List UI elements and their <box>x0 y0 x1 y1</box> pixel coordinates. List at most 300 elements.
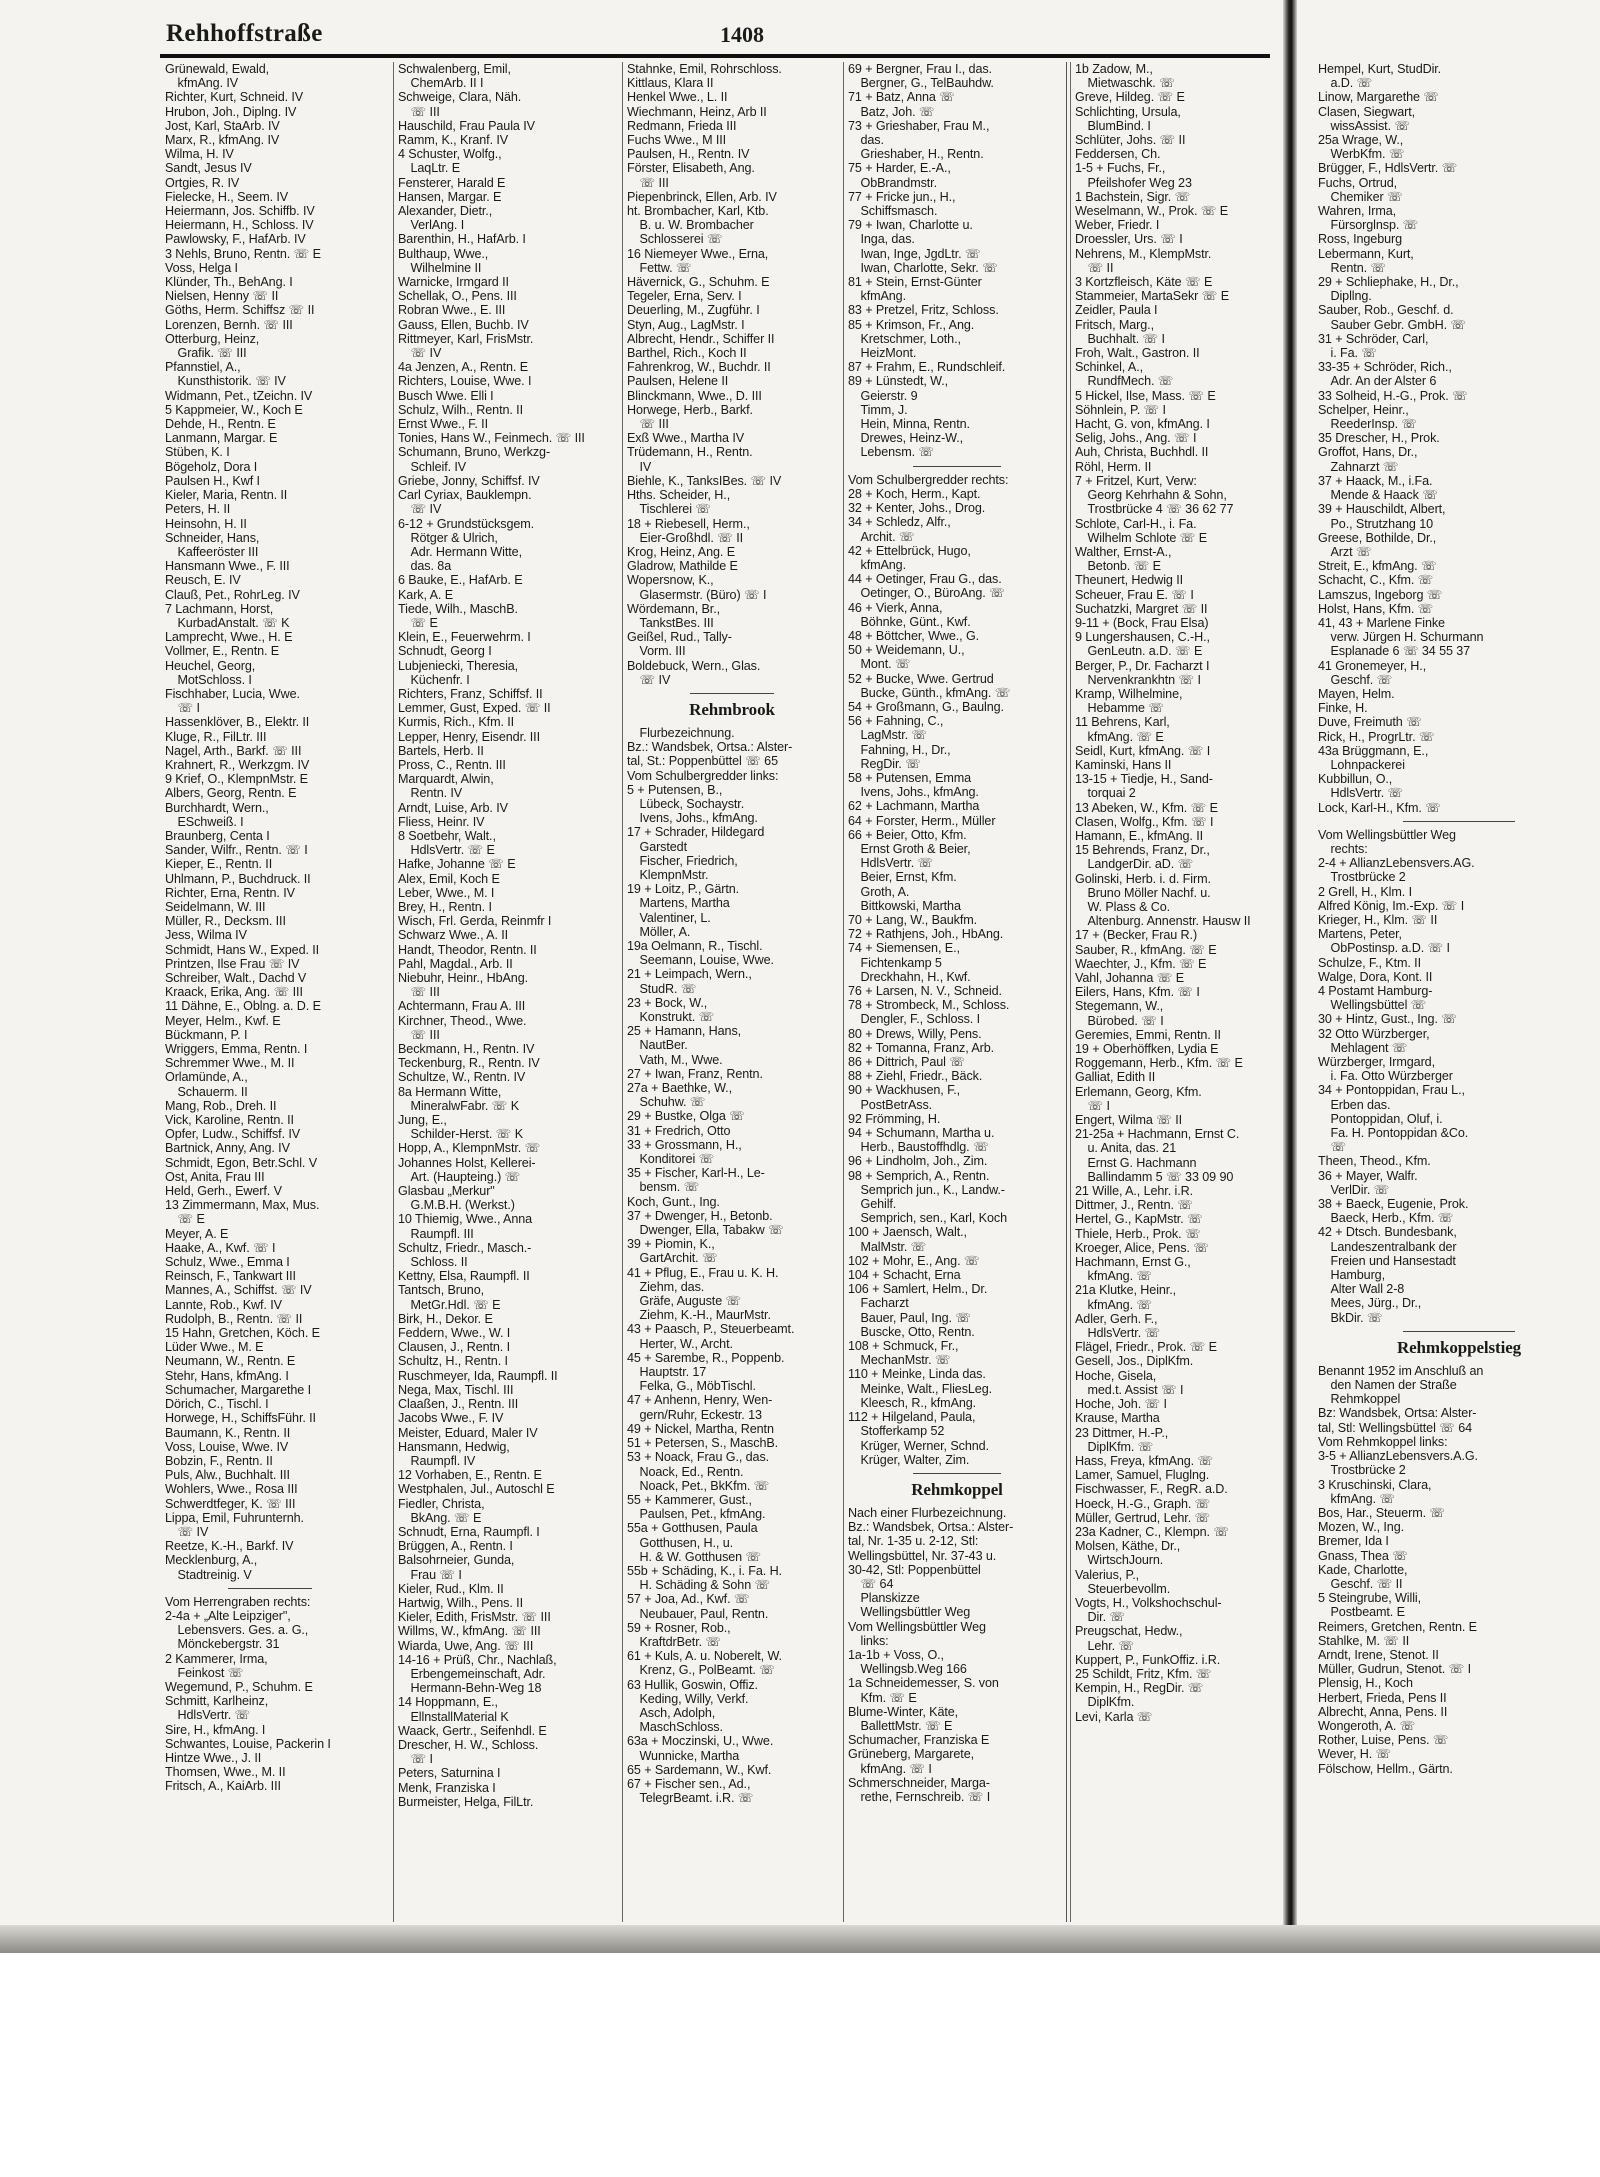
directory-entry: 83 + Pretzel, Fritz, Schloss. <box>848 303 999 318</box>
directory-entry: Krüger, Walter, Zim. <box>848 1452 970 1467</box>
directory-entry: Dir. ☏ <box>1075 1610 1126 1625</box>
directory-entry: Droessler, Urs. ☏ I <box>1075 232 1183 247</box>
directory-entry: Müller, Gertrud, Lehr. ☏ <box>1075 1510 1211 1525</box>
directory-entry: Garstedt <box>627 839 687 854</box>
directory-entry: Seemann, Louise, Wwe. <box>627 953 774 968</box>
directory-entry: Beckmann, H., Rentn. IV <box>398 1042 535 1057</box>
directory-entry: WirtschJourn. <box>1075 1553 1164 1568</box>
directory-entry: Weber, Friedr. I <box>1075 218 1160 233</box>
directory-entry: 23 + Bock, W., <box>627 995 708 1010</box>
directory-entry: 43a Brüggmann, E., <box>1318 743 1429 758</box>
directory-entry: 42 + Dtsch. Bundesbank, <box>1318 1225 1457 1240</box>
directory-entry: 2 Grell, H., Klm. I <box>1318 884 1412 899</box>
directory-entry: Lamprecht, Wwe., H. E <box>165 630 293 645</box>
directory-entry: Wahren, Irma, <box>1318 204 1397 219</box>
directory-entry: 17 + (Becker, Frau R.) <box>1075 928 1198 943</box>
directory-entry: HdlsVertr. ☏ E <box>398 843 495 858</box>
directory-entry: tal, Stl: Wellingsbüttel ☏ 64 <box>1318 1420 1473 1435</box>
directory-entry: Krause, Martha <box>1075 1411 1160 1426</box>
directory-entry: 15 Behrends, Franz, Dr., <box>1075 843 1210 858</box>
directory-entry: Kluge, R., FilLtr. III <box>165 729 267 744</box>
directory-entry: Buchhalt. ☏ I <box>1075 331 1165 346</box>
directory-entry: 77 + Fricke jun., H., <box>848 189 956 204</box>
directory-entry: 21 + Leimpach, Wern., <box>627 967 752 982</box>
directory-entry: Waack, Gertr., Seifenhdl. E <box>398 1723 547 1738</box>
directory-entry: 57 + Joa, Ad., Kwf. ☏ <box>627 1592 750 1607</box>
directory-entry: Dörich, C., Tischl. I <box>165 1397 269 1412</box>
directory-entry: Feddersen, Ch. <box>1075 147 1161 162</box>
directory-entry: 85 + Krimson, Fr., Ang. <box>848 317 975 332</box>
directory-entry: ☏ III <box>398 985 440 1000</box>
directory-entry: Rötger & Ulrich, <box>398 530 498 545</box>
directory-entry: Schultze, W., Rentn. IV <box>398 1070 526 1085</box>
directory-entry: 3-5 + AllianzLebensvers.A.G. <box>1318 1449 1478 1464</box>
directory-entry: Ernst Wwe., F. II <box>398 417 488 432</box>
directory-entry: Krieger, H., Klm. ☏ II <box>1318 912 1438 927</box>
directory-entry: Konditorei ☏ <box>627 1152 715 1167</box>
directory-entry: Kieler, Edith, FrisMstr. ☏ III <box>398 1610 551 1625</box>
running-head-street: Rehhoffstraße <box>166 20 323 47</box>
directory-entry: Held, Gerh., Ewerf. V <box>165 1184 282 1199</box>
directory-entry: 7 Lachmann, Horst, <box>165 601 274 616</box>
directory-entry: Lorenzen, Bernh. ☏ III <box>165 317 293 332</box>
directory-entry: ☏ I <box>398 1752 433 1767</box>
page-bottom-edge <box>0 1925 1600 1953</box>
directory-entry: Gnass, Thea ☏ <box>1318 1548 1408 1563</box>
directory-entry: Bulthaup, Wwe., <box>398 246 489 261</box>
directory-entry: MineralwFabr. ☏ K <box>398 1098 520 1113</box>
directory-entry: Clauß, Pet., RohrLeg. IV <box>165 587 300 602</box>
directory-entry: Vom Schulbergredder links: <box>627 768 779 783</box>
directory-entry: ChemArb. II I <box>398 76 484 91</box>
directory-entry: 106 + Samlert, Helm., Dr. <box>848 1282 988 1297</box>
directory-entry: Kieler, Rud., Klm. II <box>398 1581 504 1596</box>
directory-entry: Raumpfl. IV <box>398 1453 476 1468</box>
directory-entry: Theen, Theod., Kfm. <box>1318 1154 1431 1169</box>
directory-entry: Stammeier, MartaSekr ☏ E <box>1075 289 1230 304</box>
directory-entry: Zeidler, Paula I <box>1075 303 1158 318</box>
directory-entry: Fliess, Heinr. IV <box>398 814 485 829</box>
directory-entry: Lubjeniecki, Theresia, <box>398 658 519 673</box>
directory-entry: ☏ III <box>627 175 669 190</box>
directory-entry: Göths, Herm. Schiffsz ☏ II <box>165 303 315 318</box>
directory-entry: Holst, Hans, Kfm. ☏ <box>1318 601 1434 616</box>
directory-entry: Stahlke, M. ☏ II <box>1318 1633 1410 1648</box>
directory-entry: Birk, H., Dekor. E <box>398 1311 493 1326</box>
directory-entry: Greve, Hildeg. ☏ E <box>1075 90 1185 105</box>
directory-entry: Vorm. III <box>627 644 686 659</box>
directory-entry: Haake, A., Kwf. ☏ I <box>165 1240 276 1255</box>
directory-entry: Reinsch, F., Tankwart III <box>165 1269 296 1284</box>
directory-entry: MotSchloss. I <box>165 672 252 687</box>
directory-column-6-cropped <box>1318 62 1600 1922</box>
directory-entry: Schultz, Friedr., Masch.- <box>398 1240 532 1255</box>
directory-entry: ☏ IV <box>627 672 671 687</box>
directory-entry: Clasen, Wolfg., Kfm. ☏ I <box>1075 814 1214 829</box>
directory-entry: Hauschild, Frau Paula IV <box>398 118 535 133</box>
directory-entry: Paulsen, Pet., kfmAng. <box>627 1507 766 1522</box>
column-rule <box>622 62 623 1922</box>
directory-entry: 37 + Dwenger, H., Betonb. <box>627 1208 773 1223</box>
directory-entry: Schmidt, Egon, Betr.Schl. V <box>165 1155 317 1170</box>
directory-entry: Bartels, Herb. II <box>398 743 484 758</box>
directory-entry: Vollmer, E., Rentn. E <box>165 644 280 659</box>
directory-entry: Geißel, Rud., Tally- <box>627 630 732 645</box>
directory-entry: KurbadAnstalt. ☏ K <box>165 615 290 630</box>
directory-entry: GartArchit. ☏ <box>627 1251 718 1266</box>
directory-entry: Kleesch, R., kfmAng. <box>848 1395 977 1410</box>
directory-entry: 71 + Batz, Anna ☏ <box>848 90 955 105</box>
directory-entry: 21 Wille, A., Lehr. i.R. <box>1075 1184 1193 1199</box>
directory-entry: Schulz, Wwe., Emma I <box>165 1255 290 1270</box>
directory-entry: Arndt, Luise, Arb. IV <box>398 800 508 815</box>
directory-entry: Grieshaber, H., Rentn. <box>848 147 984 162</box>
directory-entry: 76 + Larsen, N. V., Schneid. <box>848 984 1002 998</box>
directory-entry: Mönckebergstr. 31 <box>165 1637 280 1652</box>
directory-entry: Kroeger, Alice, Pens. ☏ <box>1075 1240 1209 1255</box>
directory-entry: Mang, Rob., Dreh. II <box>165 1098 277 1113</box>
directory-entry: Lemmer, Gust, Exped. ☏ II <box>398 701 551 716</box>
directory-entry: Styn, Aug., LagMstr. I <box>627 317 745 332</box>
directory-entry: Geierstr. 9 <box>848 388 918 403</box>
directory-entry: Brüggen, A., Rentn. I <box>398 1539 513 1554</box>
directory-entry: 55 + Kammerer, Gust., <box>627 1492 752 1507</box>
directory-entry: Sire, H., kfmAng. I <box>165 1722 266 1737</box>
directory-entry: 112 + Hilgeland, Paula, <box>848 1410 976 1425</box>
directory-entry: 19 + Oberhöffken, Lydia E <box>1075 1042 1219 1057</box>
directory-entry: Hansmann Wwe., F. III <box>165 559 290 574</box>
directory-entry: Sauber Gebr. GmbH. ☏ <box>1318 317 1467 332</box>
directory-entry: Sander, Wilfr., Rentn. ☏ I <box>165 843 308 858</box>
directory-entry: med.t. Assist ☏ I <box>1075 1382 1184 1397</box>
directory-entry: NautBer. <box>627 1038 688 1053</box>
directory-entry: Suchatzki, Margret ☏ II <box>1075 601 1208 616</box>
directory-entry: Tantsch, Bruno, <box>398 1283 485 1298</box>
directory-entry: Heuchel, Georg, <box>165 658 256 673</box>
directory-entry: Arzt ☏ <box>1318 544 1372 559</box>
directory-entry: Carl Cyriax, Bauklempn. <box>398 488 532 503</box>
directory-entry: Voss, Louise, Wwe. IV <box>165 1439 289 1454</box>
directory-entry: Erbengemeinschaft, Adr. <box>398 1666 546 1681</box>
directory-entry: Batz, Joh. ☏ <box>848 104 935 119</box>
directory-entry: 1b Zadow, M., <box>1075 62 1153 76</box>
directory-entry: Buscke, Otto, Rentn. <box>848 1324 975 1339</box>
page-number: 1408 <box>720 22 764 47</box>
directory-entry: Fensterer, Harald E <box>398 175 506 190</box>
directory-entry: Ruschmeyer, Ida, Raumpfl. II <box>398 1368 558 1383</box>
directory-entry: Nielsen, Henny ☏ II <box>165 289 279 304</box>
directory-entry: Krahnert, R., Werkzgm. IV <box>165 757 310 772</box>
directory-entry: Marquardt, Alwin, <box>398 772 494 787</box>
street-heading: Rehmbrook <box>689 699 775 719</box>
directory-entry: 9-11 + (Bock, Frau Elsa) <box>1075 615 1209 630</box>
directory-entry: 1 Bachstein, Sigr. ☏ <box>1075 189 1191 204</box>
directory-entry: Ramm, K., Kranf. IV <box>398 133 509 148</box>
directory-entry: Oetinger, O., BüroAng. ☏ <box>848 586 1005 601</box>
directory-entry: Fischhaber, Lucia, Wwe. <box>165 686 300 701</box>
directory-entry: 35 + Fischer, Karl-H., Le- <box>627 1166 765 1181</box>
directory-entry: Inga, das. <box>848 232 915 247</box>
directory-entry: 51 + Petersen, S., MaschB. <box>627 1436 779 1451</box>
directory-entry: Möller, A. <box>627 924 691 939</box>
directory-entry: Redmann, Frieda III <box>627 118 737 133</box>
directory-entry: 11 Behrens, Karl, <box>1075 715 1170 730</box>
directory-entry: Kettny, Elsa, Raumpfl. II <box>398 1269 530 1284</box>
directory-entry: 3 Kortzfleisch, Käte ☏ E <box>1075 275 1213 290</box>
directory-entry: Seidl, Kurt, kfmAng. ☏ I <box>1075 743 1211 758</box>
directory-entry: 75 + Harder, E.-A., <box>848 161 951 176</box>
directory-entry: Pross, C., Rentn. III <box>398 757 506 772</box>
directory-entry: HeizMont. <box>848 346 917 361</box>
directory-entry: Lippa, Emil, Fuhrunternh. <box>165 1510 304 1525</box>
directory-entry: Wilhelmine II <box>398 260 482 275</box>
directory-entry: ☏ 64 <box>848 1576 894 1591</box>
directory-entry: Schumacher, Margarethe I <box>165 1382 312 1397</box>
directory-entry: Tonies, Hans W., Feinmech. ☏ III <box>398 431 585 446</box>
street-heading: Rehmkoppelstieg <box>1396 1337 1522 1357</box>
directory-entry: Röhl, Herm. II <box>1075 459 1152 474</box>
directory-entry: Tiede, Wilh., MaschB. <box>398 601 518 616</box>
directory-entry: Lebensvers. Ges. a. G., <box>165 1623 309 1638</box>
directory-entry: HdlsVertr. ☏ <box>1318 786 1404 801</box>
directory-entry: 3 Nehls, Bruno, Rentn. ☏ E <box>165 246 321 261</box>
directory-entry: Bz.: Wandsbek, Ortsa.: Alster- <box>848 1520 1014 1535</box>
directory-entry: Schilder-Herst. ☏ K <box>398 1127 524 1142</box>
directory-entry: Auh, Christa, Buchhdl. II <box>1075 445 1209 460</box>
directory-entry: Facharzt <box>848 1296 909 1311</box>
directory-entry: 25a Wrage, W., <box>1318 133 1404 148</box>
directory-entry: Ernst G. Hachmann <box>1075 1155 1197 1170</box>
directory-entry: 31 + Schröder, Carl, <box>1318 331 1429 346</box>
directory-entry: Albrecht, Anna, Pens. II <box>1318 1704 1448 1719</box>
directory-entry: 8a Hermann Witte, <box>398 1084 502 1099</box>
directory-entry: Heiermann, H., Schloss. IV <box>165 218 314 233</box>
directory-entry: TankstBes. III <box>627 615 714 630</box>
directory-entry: Voss, Helga I <box>165 260 238 275</box>
directory-entry: 55a + Gotthusen, Paula <box>627 1521 758 1536</box>
directory-entry: Sauber, R., kfmAng. ☏ E <box>1075 942 1217 957</box>
directory-entry: LandgerDir. aD. ☏ <box>1075 857 1194 872</box>
directory-entry: Johannes Holst, Kellerei- <box>398 1155 536 1170</box>
directory-entry: 18 + Riebesell, Herm., <box>627 516 750 531</box>
directory-entry: Levi, Karla ☏ <box>1075 1709 1153 1724</box>
directory-entry: kfmAng. IV <box>165 76 239 91</box>
directory-entry: 15 Hahn, Gretchen, Köch. E <box>165 1326 320 1341</box>
directory-entry: Schinkel, A., <box>1075 360 1144 375</box>
directory-entry: 17 + Schrader, Hildegard <box>627 825 765 840</box>
directory-entry: Vath, M., Wwe. <box>627 1052 723 1067</box>
directory-entry: Hopp, A., KlempnMstr. ☏ <box>398 1141 541 1156</box>
directory-entry: Kuppert, P., FunkOffiz. i.R. <box>1075 1652 1221 1667</box>
section-separator <box>1318 1331 1600 1332</box>
directory-entry: Hertel, G., KapMstr. ☏ <box>1075 1212 1203 1227</box>
directory-entry: 2-4a + „Alte Leipziger", <box>165 1608 291 1623</box>
directory-entry: Mees, Jürg., Dr., <box>1318 1296 1422 1311</box>
directory-entry: Boldebuck, Wern., Glas. <box>627 658 761 673</box>
directory-entry: Engert, Wilma ☏ II <box>1075 1113 1183 1128</box>
directory-entry: Meyer, Helm., Kwf. E <box>165 1013 281 1028</box>
directory-entry: Richter, Kurt, Schneid. IV <box>165 90 304 105</box>
directory-entry: Golinski, Herb. i. d. Firm. <box>1075 871 1211 886</box>
directory-entry: Lamszus, Ingeborg ☏ <box>1318 587 1443 602</box>
directory-entry: Meinke, Walt., FliesLeg. <box>848 1381 993 1396</box>
directory-entry: 1a-1b + Voss, O., <box>848 1647 944 1662</box>
directory-entry: Brey, H., Rentn. I <box>398 899 492 914</box>
directory-entry: Georg Kehrhahn & Sohn, <box>1075 488 1227 503</box>
directory-entry: Schreiber, Walt., Dachd V <box>165 971 307 985</box>
directory-entry: Klein, E., Feuerwehrm. I <box>398 630 531 645</box>
directory-entry: 41 Gronemeyer, H., <box>1318 658 1427 673</box>
directory-entry: 23a Kadner, C., Klempn. ☏ <box>1075 1524 1229 1539</box>
directory-entry: 34 + Pontoppidan, Frau L., <box>1318 1083 1465 1098</box>
directory-entry: Trüdemann, H., Rentn. <box>627 445 753 460</box>
directory-entry: 41, 43 + Marlene Finke <box>1318 615 1445 630</box>
directory-entry: Steuerbevollm. <box>1075 1581 1171 1596</box>
directory-entry: 6-12 + Grundstücksgem. <box>398 516 535 531</box>
directory-entry: 96 + Lindholm, Joh., Zim. <box>848 1154 988 1169</box>
directory-entry: MetGr.Hdl. ☏ E <box>398 1297 501 1312</box>
directory-entry: rechts: <box>1318 841 1368 856</box>
directory-entry: Trostbrücke 2 <box>1318 1463 1406 1478</box>
directory-entry: 19 + Loitz, P., Gärtn. <box>627 882 740 897</box>
directory-entry: Glasbau „Merkur" <box>398 1184 495 1199</box>
directory-entry: 70 + Lang, W., Baukfm. <box>848 912 978 927</box>
directory-entry: ☏ IV <box>165 1524 209 1539</box>
directory-entry: Eilers, Hans, Kfm. ☏ I <box>1075 985 1200 1000</box>
directory-entry: Paulsen, Helene II <box>627 374 729 389</box>
directory-entry: 98 + Semprich, A., Rentn. <box>848 1168 990 1183</box>
directory-entry: Thomsen, Wwe., M. II <box>165 1765 286 1780</box>
directory-entry: Dengler, F., Schloss. I <box>848 1012 980 1027</box>
directory-entry: MalMstr. ☏ <box>848 1239 927 1254</box>
directory-entry: ☏ <box>1318 1140 1347 1155</box>
directory-entry: Ivens, Johs., kfmAng. <box>848 785 979 800</box>
directory-entry: Archit. ☏ <box>848 529 915 544</box>
directory-entry: Grünewald, Ewald, <box>165 62 270 76</box>
directory-entry: 102 + Mohr, E., Ang. ☏ <box>848 1253 980 1268</box>
directory-entry: Vom Wellingsbüttler Weg <box>848 1619 986 1634</box>
directory-entry: Dittmer, J., Rentn. ☏ <box>1075 1198 1193 1213</box>
directory-entry: Schultz, H., Rentn. I <box>398 1354 508 1369</box>
directory-entry: Warnicke, Irmgard II <box>398 275 509 290</box>
directory-entry: 74 + Siemensen, E., <box>848 941 960 956</box>
directory-entry: 64 + Forster, Herm., Müller <box>848 813 996 828</box>
directory-entry: Ernst Groth & Beier, <box>848 841 971 856</box>
directory-entry: Jacobs Wwe., F. IV <box>398 1411 504 1426</box>
directory-entry: RegDir. ☏ <box>848 756 921 771</box>
directory-entry: BlumBind. I <box>1075 118 1151 133</box>
directory-entry: Wopersnow, K., <box>627 573 714 588</box>
directory-entry: VerlAng. I <box>398 218 465 233</box>
directory-entry: Vom Schulbergredder rechts: <box>848 472 1009 487</box>
directory-entry: kfmAng. ☏ I <box>848 1761 932 1776</box>
directory-entry: 28 + Koch, Herm., Kapt. <box>848 486 981 501</box>
directory-entry: Fischwasser, F., RegR. a.D. <box>1075 1482 1228 1497</box>
directory-entry: Achtermann, Frau A. III <box>398 999 526 1014</box>
directory-entry: Gehilf. <box>848 1197 897 1212</box>
directory-entry: Biehle, K., TanksIBes. ☏ IV <box>627 473 782 488</box>
directory-entry: ReederInsp. ☏ <box>1318 417 1418 432</box>
directory-entry: Wongeroth, A. ☏ <box>1318 1718 1416 1733</box>
directory-entry: Duve, Freimuth ☏ <box>1318 715 1422 730</box>
directory-entry: Lamer, Samuel, Fluglng. <box>1075 1468 1210 1483</box>
directory-entry: 7 + Fritzel, Kurt, Verw: <box>1075 473 1197 488</box>
directory-entry: Kittlaus, Klara II <box>627 76 714 91</box>
directory-entry: ☏ IV <box>398 346 442 361</box>
directory-entry: Albers, Georg, Rentn. E <box>165 786 297 801</box>
directory-entry: Ross, Ingeburg <box>1318 232 1403 247</box>
directory-entry: Walge, Dora, Kont. II <box>1318 969 1433 984</box>
directory-entry: Altenburg. Annenstr. Hausw II <box>1075 914 1251 929</box>
directory-entry: 32 Otto Würzberger, <box>1318 1026 1430 1041</box>
directory-entry: Wever, H. ☏ <box>1318 1747 1392 1762</box>
directory-entry: Konstrukt. ☏ <box>627 1010 715 1024</box>
directory-entry: Martens, Martha <box>627 896 730 911</box>
directory-entry: LagMstr. ☏ <box>848 728 928 743</box>
directory-entry: BkDir. ☏ <box>1318 1310 1383 1325</box>
directory-entry: Müller, R., Decksm. III <box>165 914 286 929</box>
directory-entry: Horwege, Herb., Barkf. <box>627 402 753 417</box>
directory-entry: Semprich, sen., Karl, Koch <box>848 1211 1007 1226</box>
directory-entry: Fahning, H., Dr., <box>848 742 951 757</box>
directory-entry: Planskizze <box>848 1591 920 1606</box>
directory-entry: tal, St.: Poppenbüttel ☏ 65 <box>627 754 778 769</box>
directory-entry: Groffot, Hans, Dr., <box>1318 445 1418 460</box>
directory-entry: Schumann, Bruno, Werkzg- <box>398 445 551 460</box>
directory-entry: Peters, H. II <box>165 502 231 517</box>
directory-entry: Kramp, Wilhelmine, <box>1075 686 1183 701</box>
directory-entry: 3 Kruschinski, Clara, <box>1318 1477 1432 1492</box>
directory-entry: Kraack, Erika, Ang. ☏ III <box>165 985 303 1000</box>
directory-entry: Keding, Willy, Verkf. <box>627 1691 749 1706</box>
directory-entry: Weselmann, W., Prok. ☏ E <box>1075 204 1229 219</box>
directory-entry: Sandt, Jesus IV <box>165 161 252 176</box>
directory-entry: Wellingsbüttler Weg <box>848 1605 971 1620</box>
directory-entry: Clausen, J., Rentn. I <box>398 1340 511 1355</box>
directory-entry: 39 + Piomin, K., <box>627 1237 715 1252</box>
directory-entry: Brügger, F., HdlsVertr. ☏ <box>1318 161 1458 176</box>
directory-entry: Stahnke, Emil, Rohrschloss. <box>627 62 782 76</box>
directory-entry: Hauptstr. 17 <box>627 1365 707 1380</box>
directory-entry: 13 Zimmermann, Max, Mus. <box>165 1198 320 1213</box>
column-rule <box>843 62 844 1922</box>
directory-entry: 33-35 + Schröder, Rich., <box>1318 360 1452 375</box>
directory-entry: Müller, Gudrun, Stenot. ☏ I <box>1318 1662 1472 1677</box>
directory-entry: Wiechmann, Heinz, Arb II <box>627 104 767 119</box>
directory-entry: Schlote, Carl-H., i. Fa. <box>1075 516 1197 531</box>
directory-entry: 108 + Schmuck, Fr., <box>848 1339 959 1354</box>
directory-entry: 36 + Mayer, Walfr. <box>1318 1168 1418 1183</box>
directory-entry: Teckenburg, R., Rentn. IV <box>398 1056 540 1071</box>
directory-entry: Schloss. II <box>398 1255 468 1270</box>
directory-column-2 <box>398 62 608 1922</box>
directory-entry: Hartwig, Wilh., Pens. II <box>398 1595 523 1610</box>
directory-entry: 5 + Putensen, B., <box>627 782 723 797</box>
directory-entry: Fahrenkrog, W., Buchdr. II <box>627 360 771 375</box>
directory-entry: 61 + Kuls, A. u. Noberelt, W. <box>627 1649 782 1664</box>
directory-entry: ☏ III <box>627 417 669 432</box>
directory-entry: 81 + Stein, Ernst-Günter <box>848 275 982 290</box>
directory-entry: Robran Wwe., E. III <box>398 303 506 318</box>
directory-entry: EllnstallMaterial K <box>398 1709 509 1724</box>
directory-entry: 52 + Bucke, Wwe. Gertrud <box>848 671 994 686</box>
directory-entry: MaschSchloss. <box>627 1720 723 1735</box>
directory-entry: 33 + Grossmann, H., <box>627 1137 742 1152</box>
directory-entry: Bruno Möller Nachf. u. <box>1075 885 1211 900</box>
directory-entry: 44 + Oetinger, Frau G., das. <box>848 572 1002 587</box>
directory-entry: Mehlagent ☏ <box>1318 1040 1408 1055</box>
directory-entry: Kretschmer, Loth., <box>848 331 961 346</box>
